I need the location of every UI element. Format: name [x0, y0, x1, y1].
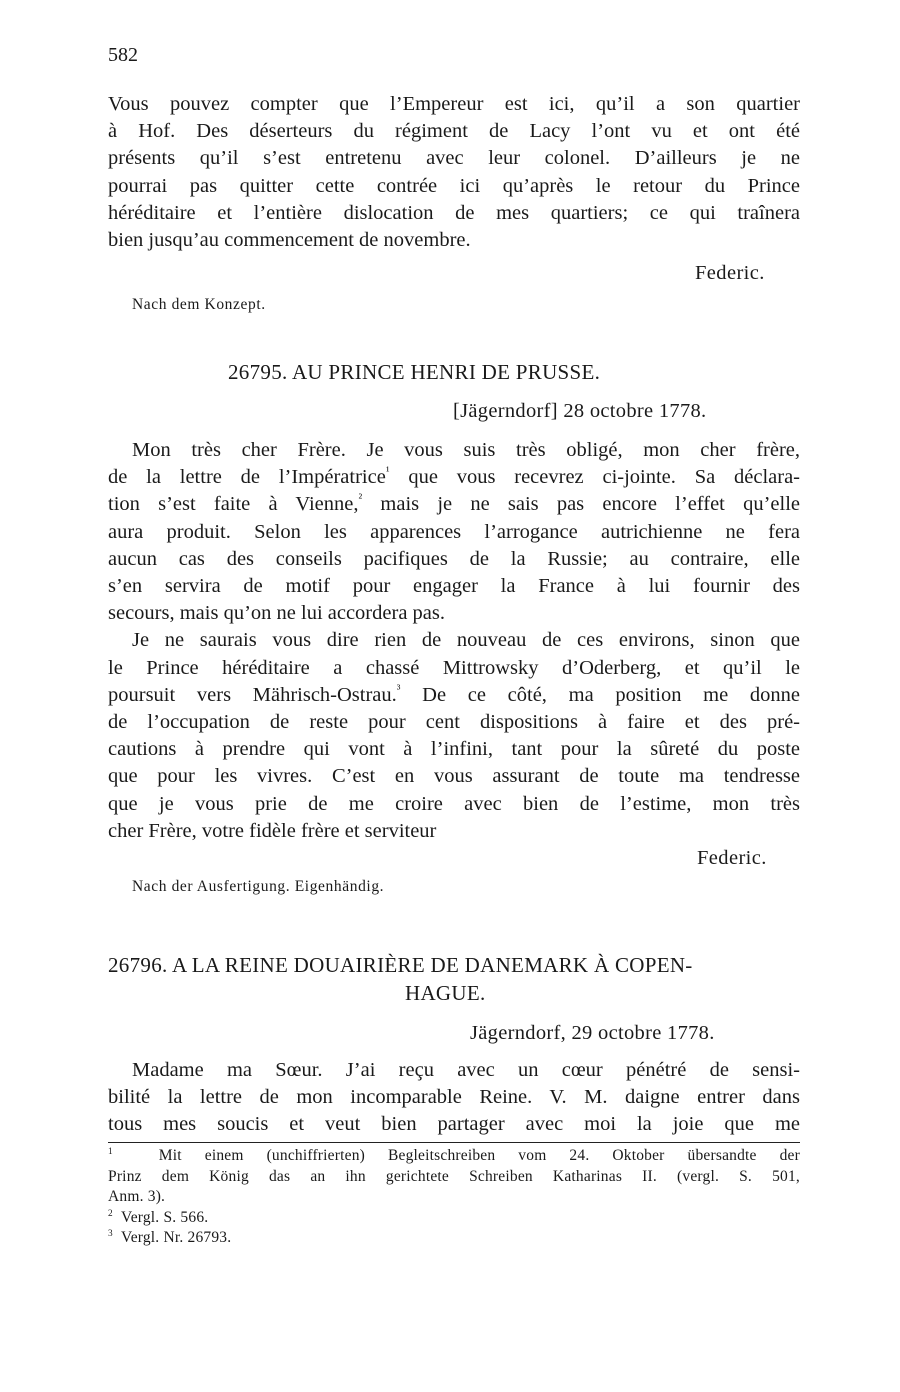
letter-body	[108, 1057, 800, 1139]
footnotes	[108, 1146, 800, 1249]
letter-heading: 26796. A LA REINE DOUAIRIÈRE DE DANEMARK À COPEN-	[108, 953, 693, 977]
letter-dateline: Jägerndorf, 29 octobre 1778.	[470, 1022, 715, 1044]
footnote-mark: 2	[108, 1208, 113, 1219]
text-line: héréditaire et l’entière dislocation de mes quartiers; ce qui traînera	[108, 201, 800, 224]
text-line: le Prince héréditaire a chassé Mittrowsky d’Oderberg, et qu’il le	[108, 656, 800, 679]
footnote-divider	[108, 1142, 800, 1143]
text-line	[108, 464, 800, 491]
text-line: que pour les vivres. C’est en vous assurant de toute ma tendresse	[108, 765, 800, 788]
text-line: aura produit. Selon les apparences l’arrogance autrichienne ne fera	[108, 520, 800, 543]
source-note: Nach der Ausfertigung. Eigenhändig.	[132, 878, 385, 895]
text-line: secours, mais qu’on ne lui accordera pas.	[108, 602, 445, 625]
text-line: bilité la lettre de mon incomparable Reine. V. M. daigne entrer dans	[108, 1086, 800, 1109]
footnote-line	[108, 1208, 800, 1229]
text-line: aucun cas des conseils pacifiques de la Russie; au contraire, elle	[108, 547, 800, 570]
text-segment: tion s’est faite à Vienne,	[108, 493, 359, 516]
footnote-ref: ³	[396, 682, 401, 696]
footnote-text: Vergl. S. 566.	[121, 1208, 209, 1226]
text-line	[108, 682, 800, 709]
signature: Federic.	[697, 847, 767, 869]
text-segment: De ce côté, ma position me donne	[400, 683, 800, 706]
text-line: cautions à prendre qui vont à l’infini, tant pour la sûreté du poste	[108, 738, 800, 761]
letter-heading-continuation: HAGUE.	[405, 981, 486, 1005]
text-line: Je ne saurais vous dire rien de nouveau de ces environs, sinon que	[132, 629, 800, 652]
text-line: pourrai pas quitter cette contrée ici qu’après le retour du Prince	[108, 174, 800, 197]
letter-dateline: [Jägerndorf] 28 octobre 1778.	[453, 400, 707, 422]
text-line: Vous pouvez compter que l’Empereur est ici, qu’il a son quartier	[108, 93, 800, 115]
text-line: que je vous prie de me croire avec bien de l’estime, mon très	[108, 792, 800, 815]
text-line: Madame ma Sœur. J’ai reçu avec un cœur pénétré de sensi-	[132, 1059, 800, 1081]
text-line: s’en servira de motif pour engager la France à lui fournir des	[108, 575, 800, 598]
footnote-text: Vergl. Nr. 26793.	[121, 1229, 232, 1246]
footnote-ref: ¹	[385, 464, 390, 479]
text-line	[108, 491, 800, 518]
page-number: 582	[108, 44, 138, 66]
text-line: de l’occupation de reste pour cent dispositions à faire et des pré-	[108, 711, 800, 734]
text-line: présents qu’il s’est entretenu avec leur colonel. D’ailleurs je ne	[108, 147, 800, 170]
footnote-line	[108, 1228, 800, 1249]
text-line: bien jusqu’au commencement de novembre.	[108, 229, 471, 252]
source-note: Nach dem Konzept.	[132, 296, 266, 313]
text-line: cher Frère, votre fidèle frère et serviteur	[108, 819, 437, 842]
text-segment: mais je ne sais pas encore l’effet qu’elle	[362, 493, 800, 516]
text-segment: poursuit vers Mährisch-Ostrau.	[108, 683, 397, 706]
letter-body	[108, 437, 800, 845]
text-segment: de la lettre de l’Impératrice	[108, 466, 386, 489]
footnote-mark: 3	[108, 1228, 113, 1239]
footnote-text: Mit einem (unchiffrierten) Begleitschreiben vom 24. Oktober übersandte der	[158, 1147, 800, 1164]
footnote-line: Prinz dem König das an ihn gerichtete Schreiben Katharinas II. (vergl. S. 501,	[108, 1167, 800, 1185]
footnote-line: Anm. 3).	[108, 1188, 166, 1205]
text-segment: que vous recevrez ci-jointe. Sa déclara-	[389, 466, 801, 489]
footnote-mark: 1	[108, 1146, 113, 1157]
footnote-line	[108, 1146, 800, 1167]
previous-letter-text	[108, 91, 800, 254]
letter-heading: 26795. AU PRINCE HENRI DE PRUSSE.	[228, 360, 601, 384]
footnote-ref: ²	[358, 491, 363, 506]
text-line: à Hof. Des déserteurs du régiment de Lacy l’ont vu et ont été	[108, 120, 800, 143]
text-line: tous mes soucis et veut bien partager avec moi la joie que me	[108, 1113, 800, 1136]
signature: Federic.	[695, 262, 765, 284]
text-line: Mon très cher Frère. Je vous suis très obligé, mon cher frère,	[132, 439, 800, 461]
